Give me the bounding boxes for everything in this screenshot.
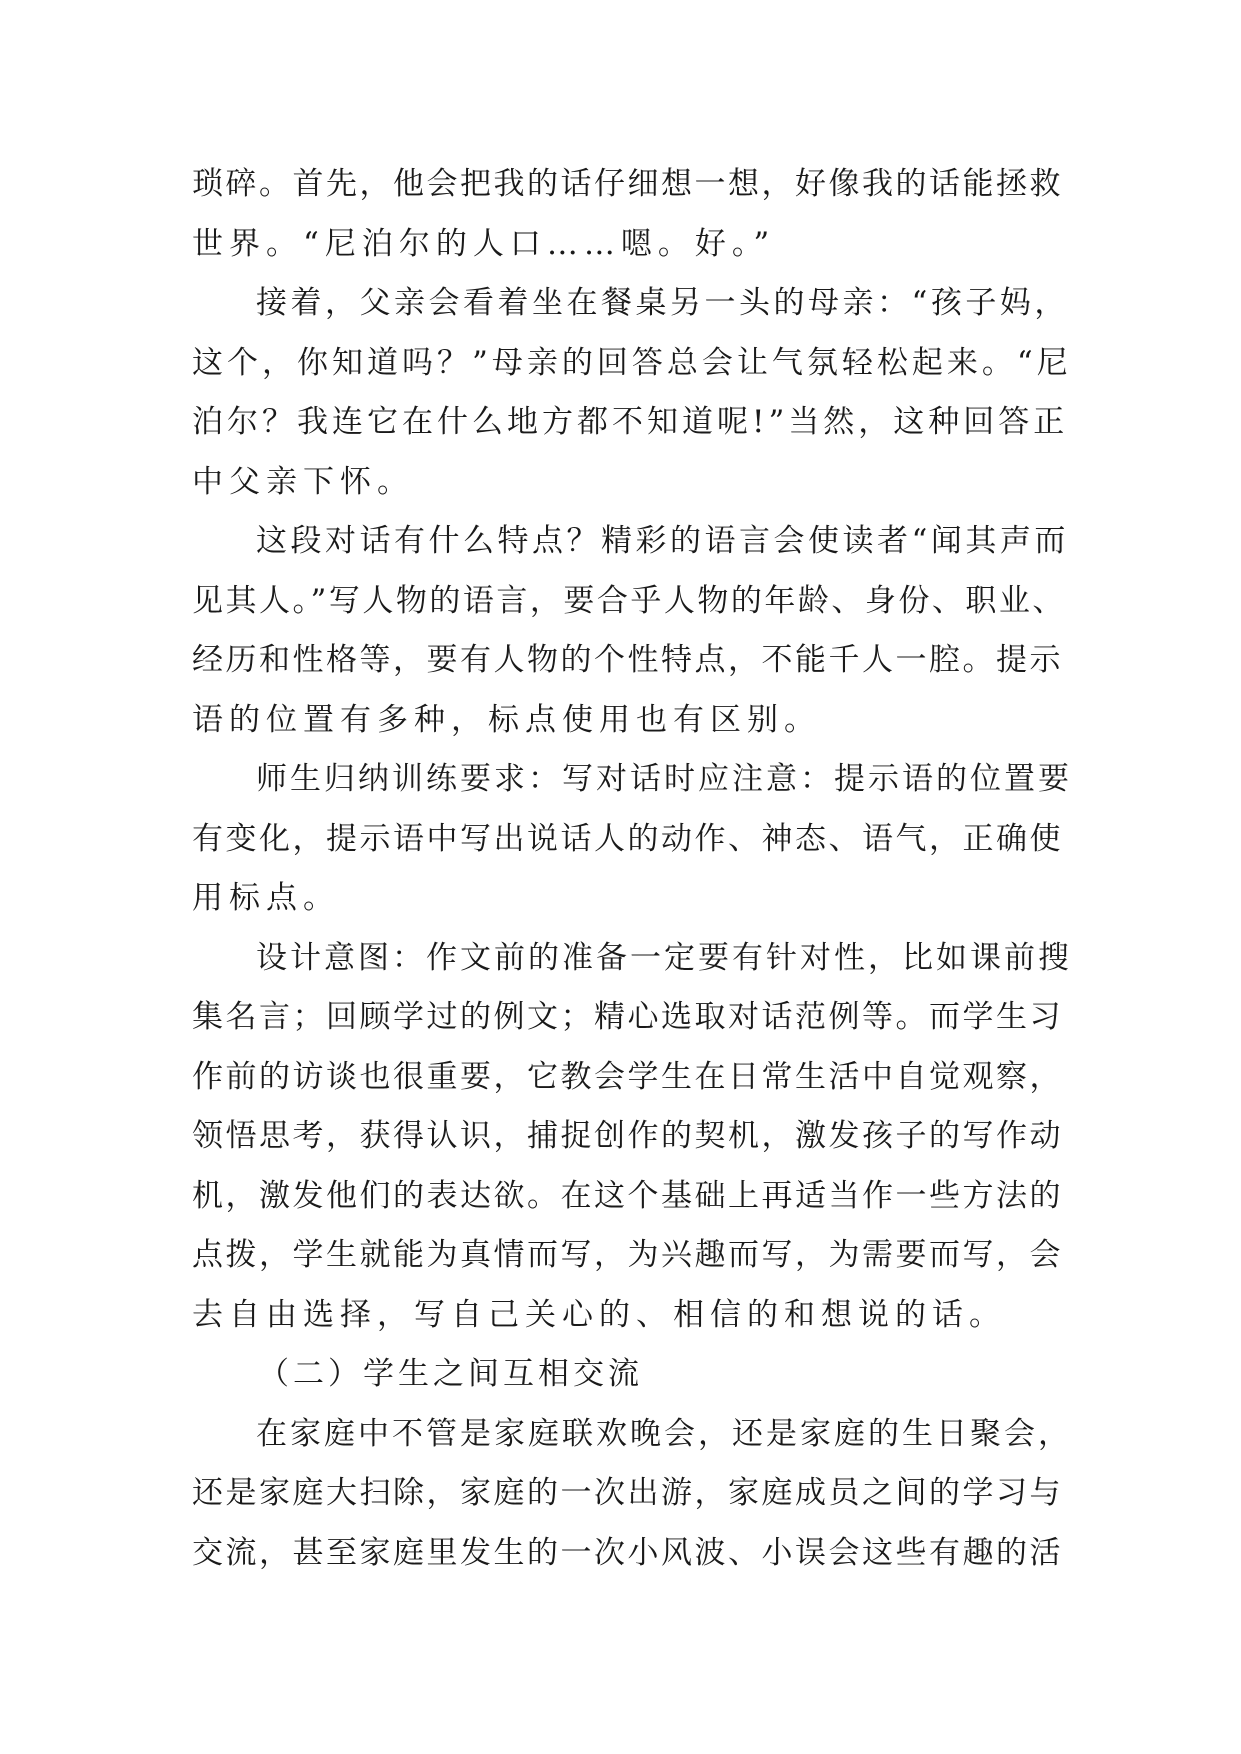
text-line: 这段对话有什么特点？精彩的语言会使读者“闻其声而	[256, 523, 1069, 559]
text-line: 有变化，提示语中写出说话人的动作、神态、语气，正确使	[192, 820, 1063, 857]
text-line: 还是家庭大扫除，家庭的一次出游，家庭成员之间的学习与	[192, 1475, 1063, 1511]
text-line: 经历和性格等，要有人物的个性特点，不能千人一腔。提示	[192, 642, 1063, 678]
text-line: 交流，甚至家庭里发生的一次小风波、小误会这些有趣的活	[192, 1534, 1063, 1571]
body-text	[192, 155, 1072, 1583]
text-line: 师生归纳训练要求：写对话时应注意：提示语的位置要	[256, 761, 1072, 797]
text-line: 机，激发他们的表达欲。在这个基础上再适当作一些方法的	[192, 1177, 1063, 1214]
text-line: 琐碎。首先，他会把我的话仔细想一想，好像我的话能拯救	[192, 166, 1063, 202]
text-line: 见其人。”写人物的语言，要合乎人物的年龄、身份、职业、	[192, 582, 1066, 619]
section-heading: （二）学生之间互相交流	[258, 1356, 643, 1392]
text-line: 设计意图：作文前的准备一定要有针对性，比如课前搜	[256, 939, 1072, 976]
text-line: 泊尔？我连它在什么地方都不知道呢!”当然，这种回答正	[192, 404, 1069, 440]
text-line: 点拨，学生就能为真情而写，为兴趣而写，为需要而写，会	[192, 1237, 1063, 1273]
text-line: 接着，父亲会看着坐在餐桌另一头的母亲：“孩子妈，	[256, 285, 1069, 321]
text-line: 语的位置有多种，标点使用也有区别。	[192, 701, 821, 738]
text-line: 作前的访谈也很重要，它教会学生在日常生活中自觉观察，	[192, 1058, 1063, 1095]
text-line: 这个，你知道吗？”母亲的回答总会让气氛轻松起来。“尼	[192, 344, 1072, 381]
text-line: 用标点。	[192, 880, 340, 916]
text-line: 去自由选择，写自己关心的、相信的和想说的话。	[192, 1296, 1006, 1333]
text-line: 领悟思考，获得认识，捕捉创作的契机，激发孩子的写作动	[192, 1118, 1063, 1154]
text-line: 在家庭中不管是家庭联欢晚会，还是家庭的生日聚会，	[256, 1415, 1072, 1452]
text-line: 中父亲下怀。	[192, 463, 414, 500]
text-line: 集名言；回顾学过的例文；精心选取对话范例等。而学生习	[192, 999, 1063, 1035]
text-line: 世界。“尼泊尔的人口……嗯。好。”	[192, 225, 776, 262]
